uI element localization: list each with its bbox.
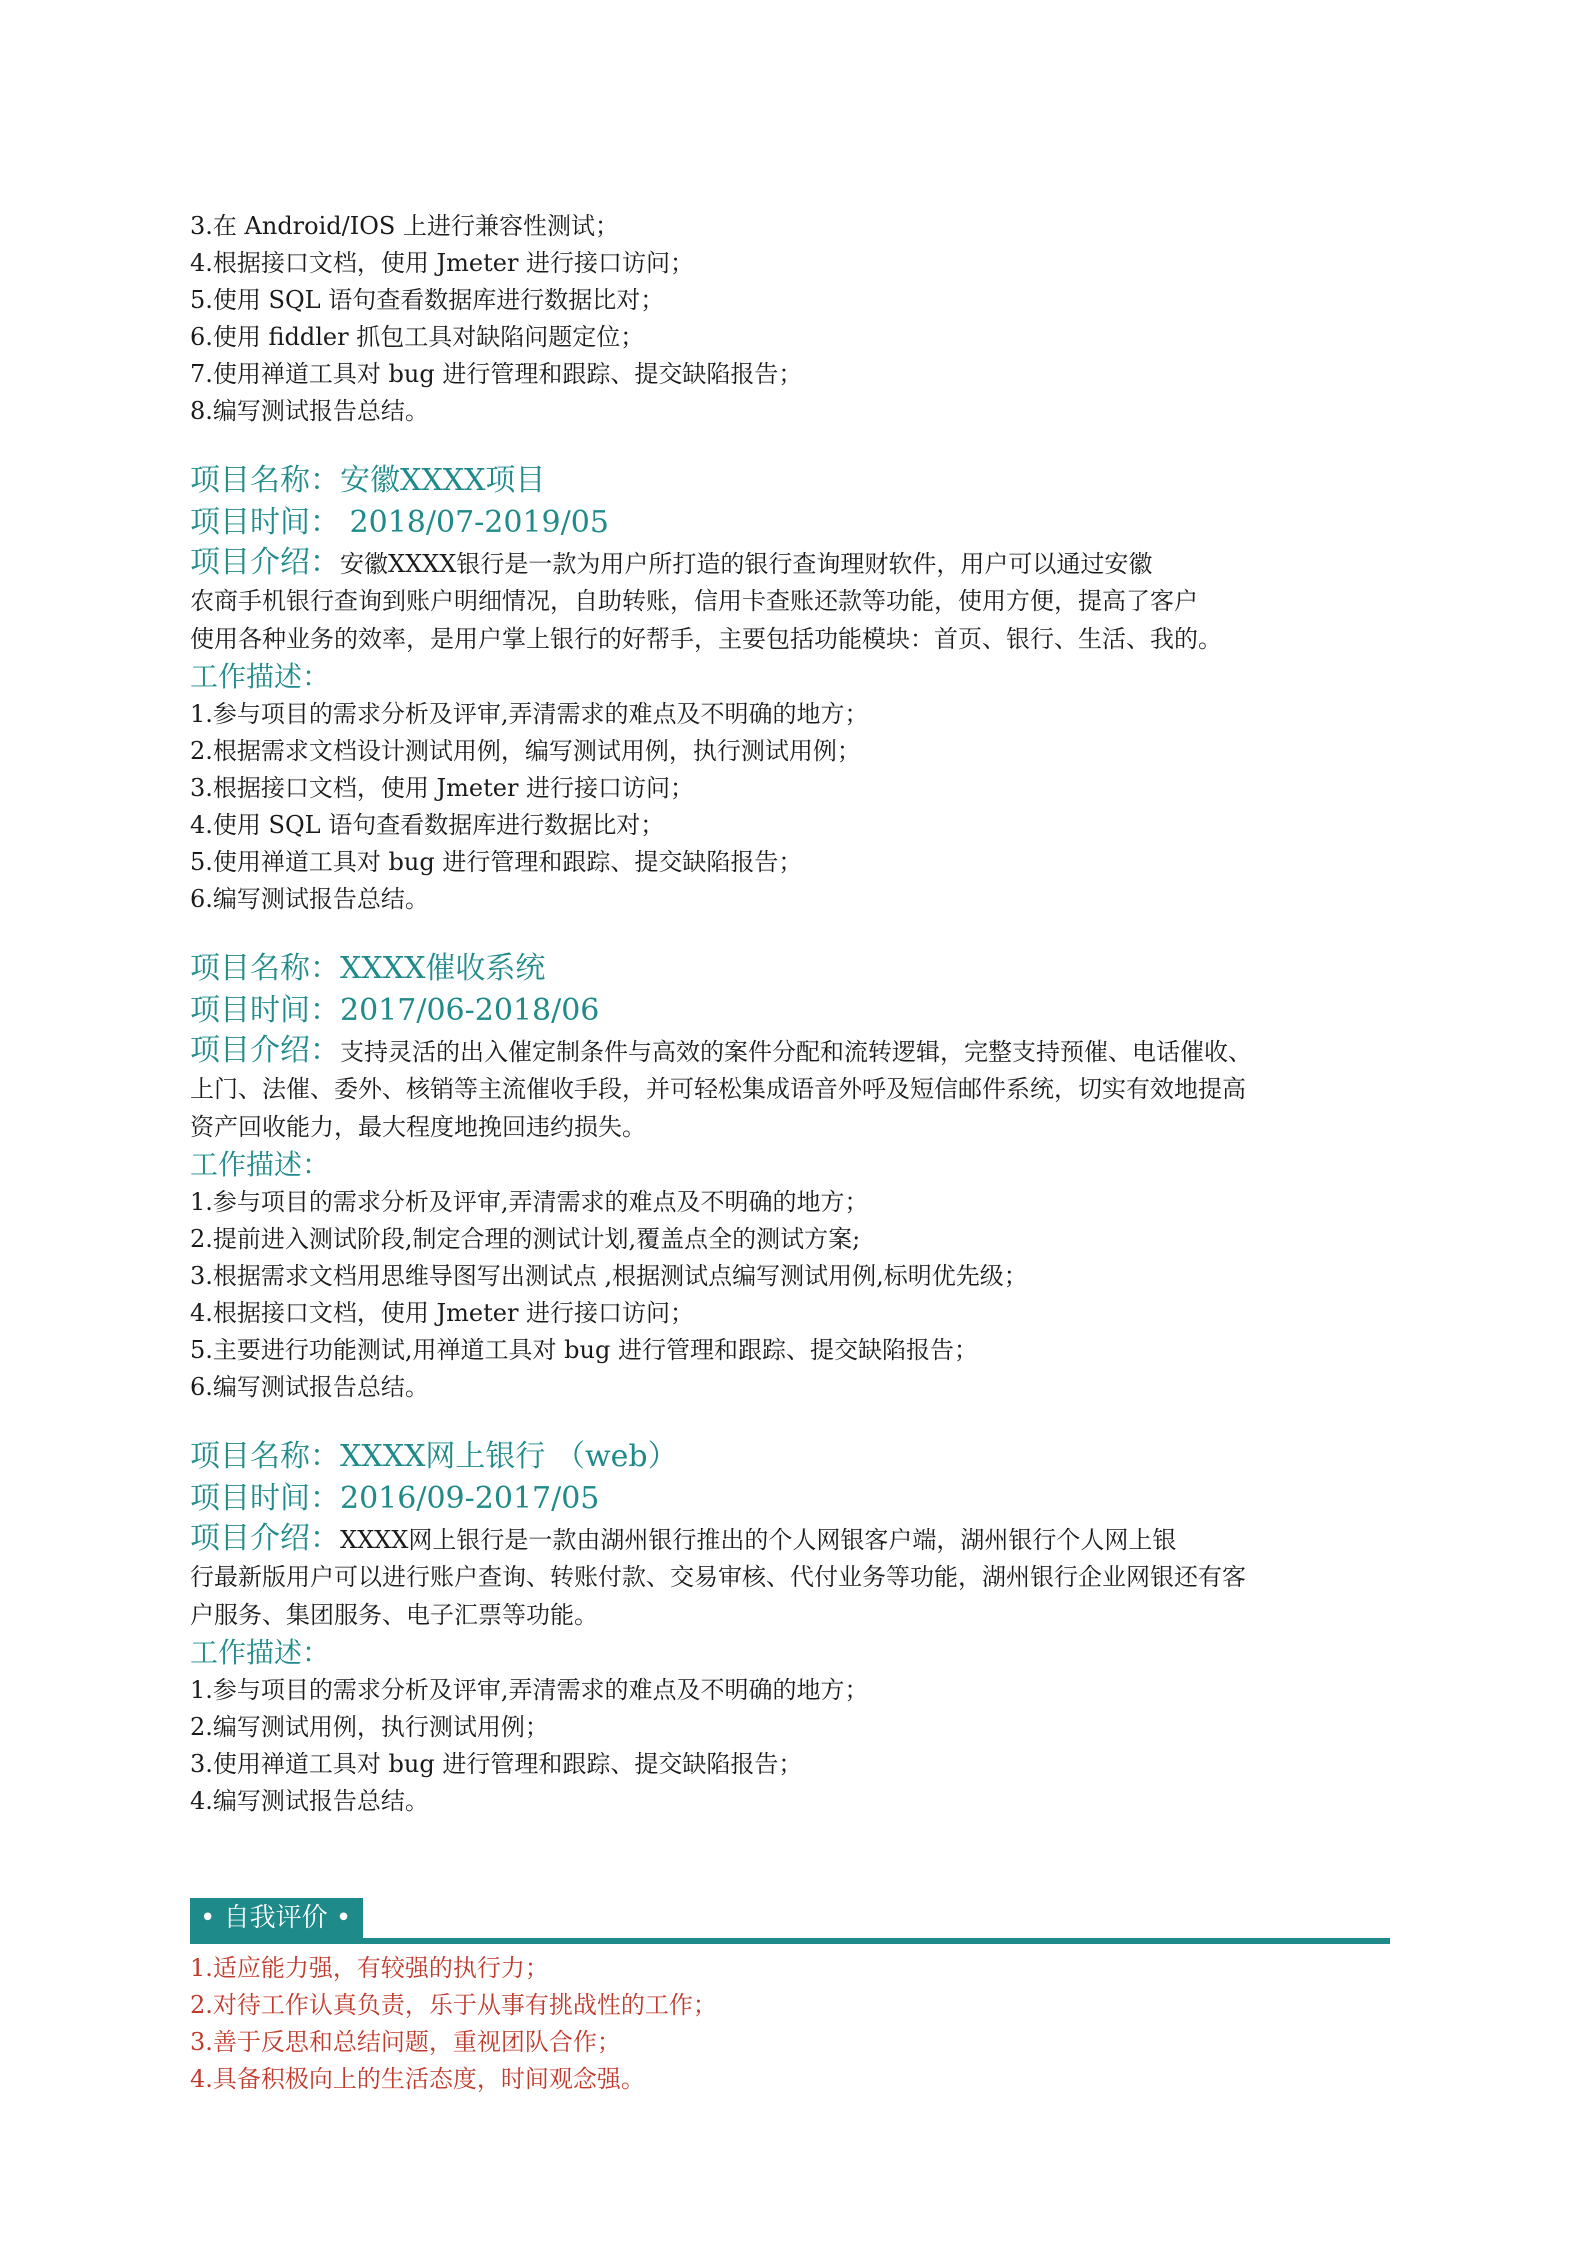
intro-text: 上门、法催、委外、核销等主流催收手段，并可轻松集成语音外呼及短信邮件系统，切实有效地提高: [190, 1075, 1246, 1103]
list-item: 8.编写测试报告总结。: [190, 397, 429, 425]
list-item: 5.使用 SQL 语句查看数据库进行数据比对；: [190, 286, 665, 314]
intro-text: 安徽XXXX银行是一款为用户所打造的银行查询理财软件，用户可以通过安徽: [340, 550, 1153, 578]
project-time: 项目时间： 2018/07-2019/05: [190, 505, 609, 540]
section-title: • 自我评价 •: [190, 1898, 363, 1938]
list-item: 2.提前进入测试阶段,制定合理的测试计划,覆盖点全的测试方案;: [190, 1225, 861, 1253]
work-label: 工作描述：: [190, 1148, 331, 1181]
list-item: 4.具备积极向上的生活态度，时间观念强。: [190, 2065, 645, 2093]
intro-text: 户服务、集团服务、电子汇票等功能。: [190, 1601, 598, 1629]
project-collection-system: [190, 948, 1450, 1406]
project-online-banking: [190, 1436, 1450, 1820]
list-item: 1.适应能力强，有较强的执行力；: [190, 1954, 549, 1982]
list-item: 3.善于反思和总结问题，重视团队合作；: [190, 2028, 621, 2056]
list-item: 7.使用禅道工具对 bug 进行管理和跟踪、提交缺陷报告；: [190, 360, 803, 388]
previous-work-list: [190, 208, 1450, 430]
list-item: 6.使用 fiddler 抓包工具对缺陷问题定位；: [190, 323, 645, 351]
self-evaluation-section: [190, 1898, 1390, 2093]
list-item: 3.使用禅道工具对 bug 进行管理和跟踪、提交缺陷报告；: [190, 1750, 803, 1778]
list-item: 1.参与项目的需求分析及评审,弄清需求的难点及不明确的地方；: [190, 700, 869, 728]
section-header: [190, 1898, 1390, 1938]
project-intro: [190, 544, 1450, 582]
list-item: 4.编写测试报告总结。: [190, 1787, 429, 1815]
intro-text: 资产回收能力，最大程度地挽回违约损失。: [190, 1113, 646, 1141]
list-item: 5.主要进行功能测试,用禅道工具对 bug 进行管理和跟踪、提交缺陷报告；: [190, 1336, 978, 1364]
project-anhui: [190, 460, 1450, 918]
list-item: 4.根据接口文档，使用 Jmeter 进行接口访问；: [190, 249, 695, 277]
list-item: 1.参与项目的需求分析及评审,弄清需求的难点及不明确的地方；: [190, 1188, 869, 1216]
intro-label: 项目介绍：: [190, 545, 340, 580]
intro-text: 支持灵活的出入催定制条件与高效的案件分配和流转逻辑，完整支持预催、电话催收、: [340, 1038, 1252, 1066]
list-item: 5.使用禅道工具对 bug 进行管理和跟踪、提交缺陷报告；: [190, 848, 803, 876]
project-intro: [190, 1520, 1450, 1558]
list-item: 3.根据需求文档用思维导图写出测试点 ,根据测试点编写测试用例,标明优先级；: [190, 1262, 1028, 1290]
self-evaluation-list: [190, 1950, 717, 2098]
list-item: 4.使用 SQL 语句查看数据库进行数据比对；: [190, 811, 665, 839]
section-divider: [190, 1938, 1390, 1944]
resume-content: [190, 208, 1450, 1820]
project-name: 项目名称：XXXX网上银行 （web）: [190, 1439, 678, 1474]
intro-text: 行最新版用户可以进行账户查询、转账付款、交易审核、代付业务等功能，湖州银行企业网银还有客: [190, 1563, 1246, 1591]
intro-label: 项目介绍：: [190, 1521, 340, 1556]
list-item: 4.根据接口文档，使用 Jmeter 进行接口访问；: [190, 1299, 695, 1327]
work-label: 工作描述：: [190, 660, 331, 693]
list-item: 2.对待工作认真负责，乐于从事有挑战性的工作；: [190, 1991, 717, 2019]
intro-text: XXXX网上银行是一款由湖州银行推出的个人网银客户端，湖州银行个人网上银: [340, 1526, 1177, 1554]
intro-text: 农商手机银行查询到账户明细情况，自助转账，信用卡查账还款等功能，使用方便，提高了客户: [190, 587, 1198, 615]
work-label: 工作描述：: [190, 1636, 331, 1669]
list-item: 6.编写测试报告总结。: [190, 1373, 429, 1401]
intro-label: 项目介绍：: [190, 1033, 340, 1068]
list-item: 3.根据接口文档，使用 Jmeter 进行接口访问；: [190, 774, 695, 802]
list-item: 2.根据需求文档设计测试用例，编写测试用例，执行测试用例；: [190, 737, 861, 765]
project-name: 项目名称：安徽XXXX项目: [190, 463, 546, 498]
project-time: 项目时间：2017/06-2018/06: [190, 993, 600, 1028]
list-item: 2.编写测试用例，执行测试用例；: [190, 1713, 549, 1741]
list-item: 3.在 Android/IOS 上进行兼容性测试；: [190, 212, 619, 240]
project-intro: [190, 1032, 1450, 1070]
list-item: 1.参与项目的需求分析及评审,弄清需求的难点及不明确的地方；: [190, 1676, 869, 1704]
list-item: 6.编写测试报告总结。: [190, 885, 429, 913]
project-time: 项目时间：2016/09-2017/05: [190, 1481, 600, 1516]
project-name: 项目名称：XXXX催收系统: [190, 951, 546, 986]
intro-text: 使用各种业务的效率，是用户掌上银行的好帮手，主要包括功能模块：首页、银行、生活、我的。: [190, 625, 1222, 653]
